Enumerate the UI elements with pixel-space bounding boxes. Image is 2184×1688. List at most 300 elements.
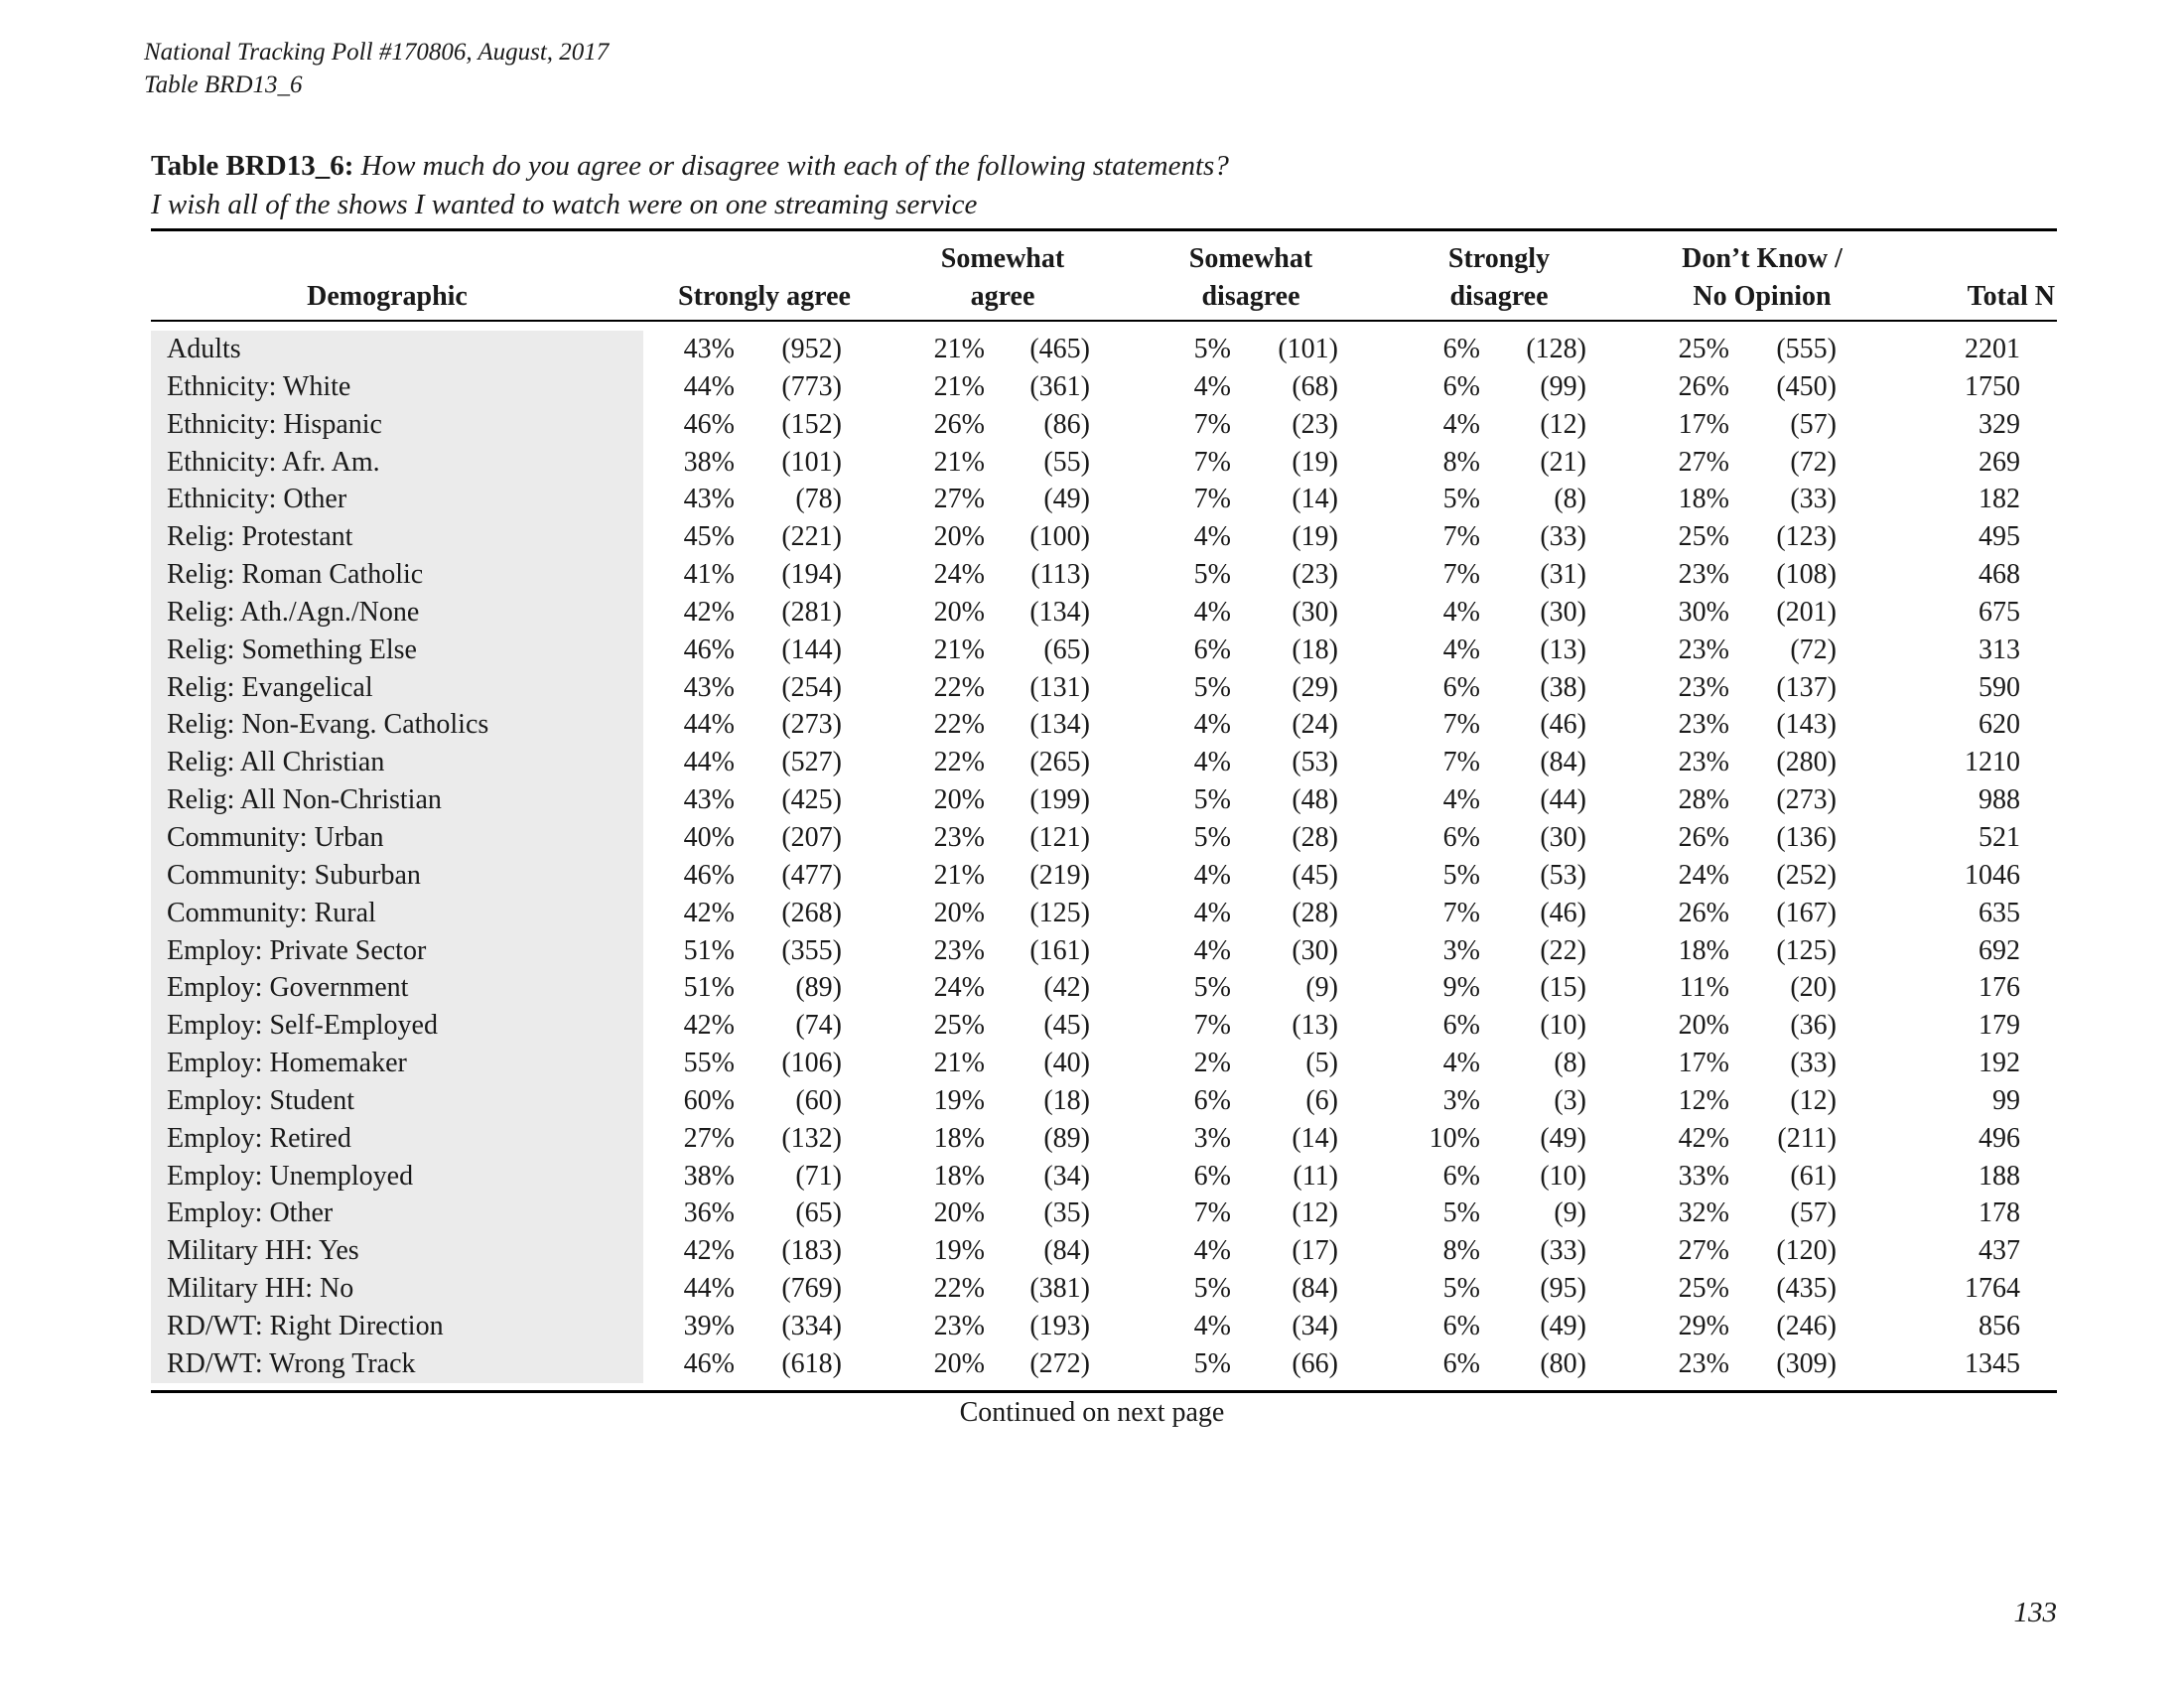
cell-somewhat-agree-pct: 20% (933, 1347, 985, 1379)
row-demographic-label: Community: Rural (167, 897, 376, 928)
cell-strongly-disagree-pct: 5% (1442, 1273, 1480, 1305)
cell-strongly-agree-n: (194) (781, 559, 842, 591)
cell-strongly-agree-n: (425) (781, 784, 842, 816)
cell-somewhat-disagree-n: (30) (1292, 596, 1338, 628)
cell-strongly-disagree-n: (128) (1526, 334, 1586, 364)
cell-somewhat-agree-pct: 21% (933, 859, 985, 891)
cell-strongly-agree-n: (132) (781, 1122, 842, 1154)
cell-strongly-agree-n: (183) (781, 1235, 842, 1267)
cell-strongly-disagree-pct: 4% (1442, 596, 1480, 628)
cell-somewhat-disagree-pct: 5% (1193, 671, 1231, 703)
row-demographic-label: Employ: Retired (167, 1122, 351, 1154)
cell-dont-know-pct: 32% (1678, 1197, 1729, 1229)
cell-strongly-agree-pct: 38% (683, 1160, 735, 1192)
cell-strongly-agree-n: (152) (781, 408, 842, 440)
row-demographic-label: RD/WT: Wrong Track (167, 1347, 416, 1379)
col-header-strongly-agree: Strongly agree (678, 281, 851, 312)
table-row (0, 669, 2184, 707)
cell-somewhat-disagree-pct: 6% (1193, 1084, 1231, 1116)
cell-somewhat-agree-pct: 21% (933, 1048, 985, 1079)
cell-dont-know-pct: 11% (1679, 972, 1729, 1004)
cell-strongly-agree-pct: 40% (683, 821, 735, 853)
cell-strongly-disagree-n: (95) (1540, 1273, 1586, 1305)
cell-somewhat-disagree-pct: 4% (1193, 709, 1231, 741)
cell-strongly-disagree-pct: 6% (1442, 1160, 1480, 1192)
table-row (0, 1270, 2184, 1308)
table-row (0, 1308, 2184, 1345)
cell-strongly-agree-n: (65) (795, 1197, 842, 1229)
table-row (0, 1232, 2184, 1270)
row-demographic-label: Employ: Government (167, 972, 409, 1004)
page-number: 133 (2013, 1597, 2057, 1628)
cell-total-n: 635 (1979, 897, 2020, 928)
row-demographic-label: Relig: Roman Catholic (167, 559, 424, 591)
cell-somewhat-agree-pct: 20% (933, 521, 985, 553)
cell-somewhat-disagree-n: (34) (1292, 1310, 1338, 1341)
cell-dont-know-pct: 33% (1678, 1160, 1729, 1192)
cell-strongly-agree-n: (89) (795, 972, 842, 1004)
cell-strongly-disagree-n: (21) (1540, 446, 1586, 478)
cell-strongly-agree-n: (221) (781, 521, 842, 553)
cell-somewhat-disagree-pct: 4% (1193, 596, 1231, 628)
cell-somewhat-agree-n: (161) (1029, 934, 1090, 966)
cell-strongly-disagree-n: (8) (1554, 484, 1586, 515)
cell-dont-know-n: (57) (1790, 1197, 1837, 1229)
cell-somewhat-agree-pct: 20% (933, 1197, 985, 1229)
cell-strongly-disagree-n: (44) (1540, 784, 1586, 816)
cell-strongly-disagree-pct: 3% (1442, 1084, 1480, 1116)
cell-somewhat-agree-pct: 21% (933, 633, 985, 665)
cell-dont-know-n: (450) (1776, 370, 1837, 402)
cell-strongly-disagree-n: (15) (1540, 972, 1586, 1004)
cell-total-n: 269 (1979, 446, 2020, 478)
cell-somewhat-agree-n: (125) (1029, 897, 1090, 928)
cell-somewhat-disagree-n: (48) (1292, 784, 1338, 816)
cell-strongly-disagree-pct: 8% (1442, 446, 1480, 478)
cell-strongly-disagree-pct: 5% (1442, 859, 1480, 891)
cell-strongly-disagree-n: (84) (1540, 747, 1586, 778)
cell-dont-know-pct: 18% (1678, 934, 1729, 966)
cell-dont-know-pct: 23% (1678, 559, 1729, 591)
cell-somewhat-agree-pct: 24% (933, 559, 985, 591)
table-body (0, 331, 2184, 1383)
cell-somewhat-disagree-pct: 7% (1193, 484, 1231, 515)
cell-strongly-agree-n: (60) (795, 1084, 842, 1116)
cell-strongly-agree-n: (78) (795, 484, 842, 515)
cell-somewhat-disagree-pct: 7% (1193, 1197, 1231, 1229)
cell-dont-know-pct: 12% (1678, 1084, 1729, 1116)
poll-title: National Tracking Poll #170806, August, 2017 (144, 39, 610, 66)
cell-total-n: 437 (1979, 1235, 2020, 1267)
cell-strongly-disagree-n: (12) (1540, 408, 1586, 440)
continued-note: Continued on next page (959, 1397, 1225, 1428)
row-demographic-label: Relig: All Christian (167, 747, 385, 778)
cell-somewhat-agree-n: (45) (1043, 1010, 1090, 1042)
cell-total-n: 468 (1979, 559, 2020, 591)
table-row (0, 857, 2184, 895)
cell-dont-know-n: (72) (1790, 446, 1837, 478)
cell-strongly-agree-pct: 43% (683, 671, 735, 703)
cell-dont-know-pct: 27% (1678, 446, 1729, 478)
cell-somewhat-agree-pct: 19% (933, 1084, 985, 1116)
col-header-somewhat-disagree: Somewhat disagree (1188, 243, 1313, 312)
cell-strongly-agree-n: (254) (781, 671, 842, 703)
cell-dont-know-pct: 25% (1678, 521, 1729, 553)
cell-strongly-disagree-pct: 7% (1442, 521, 1480, 553)
cell-strongly-disagree-pct: 6% (1442, 821, 1480, 853)
cell-somewhat-agree-n: (49) (1043, 484, 1090, 515)
cell-strongly-disagree-pct: 6% (1442, 671, 1480, 703)
cell-somewhat-disagree-n: (45) (1292, 859, 1338, 891)
cell-strongly-disagree-pct: 5% (1442, 484, 1480, 515)
cell-total-n: 2201 (1965, 334, 2020, 364)
cell-somewhat-disagree-pct: 4% (1193, 521, 1231, 553)
cell-somewhat-disagree-pct: 7% (1193, 446, 1231, 478)
cell-total-n: 856 (1979, 1310, 2020, 1341)
cell-strongly-agree-n: (207) (781, 821, 842, 853)
cell-strongly-disagree-n: (46) (1540, 897, 1586, 928)
cell-somewhat-disagree-pct: 5% (1193, 1273, 1231, 1305)
row-demographic-label: Employ: Private Sector (167, 934, 427, 966)
cell-dont-know-pct: 23% (1678, 671, 1729, 703)
cell-somewhat-agree-pct: 25% (933, 1010, 985, 1042)
cell-somewhat-disagree-n: (23) (1292, 559, 1338, 591)
cell-dont-know-pct: 27% (1678, 1235, 1729, 1267)
table-row (0, 1158, 2184, 1196)
cell-strongly-agree-n: (773) (781, 370, 842, 402)
cell-somewhat-agree-n: (131) (1029, 671, 1090, 703)
row-demographic-label: Ethnicity: White (167, 370, 351, 402)
cell-strongly-disagree-pct: 6% (1442, 1347, 1480, 1379)
cell-somewhat-disagree-n: (84) (1292, 1273, 1338, 1305)
cell-dont-know-pct: 23% (1678, 709, 1729, 741)
cell-somewhat-agree-pct: 20% (933, 897, 985, 928)
cell-total-n: 178 (1979, 1197, 2020, 1229)
cell-strongly-disagree-pct: 7% (1442, 559, 1480, 591)
cell-dont-know-pct: 26% (1678, 897, 1729, 928)
table-row (0, 706, 2184, 744)
cell-dont-know-pct: 28% (1678, 784, 1729, 816)
table-row (0, 556, 2184, 594)
row-demographic-label: Relig: Evangelical (167, 671, 373, 703)
cell-somewhat-disagree-n: (11) (1293, 1160, 1338, 1192)
cell-strongly-disagree-n: (10) (1540, 1010, 1586, 1042)
table-row (0, 481, 2184, 518)
cell-somewhat-disagree-pct: 4% (1193, 370, 1231, 402)
row-demographic-label: Community: Suburban (167, 859, 421, 891)
cell-somewhat-disagree-n: (101) (1278, 334, 1338, 364)
cell-strongly-agree-pct: 39% (683, 1310, 735, 1341)
table-top-rule (151, 228, 2057, 231)
cell-somewhat-disagree-n: (5) (1305, 1048, 1338, 1079)
col-header-somewhat-agree: Somewhat agree (940, 243, 1065, 312)
cell-total-n: 495 (1979, 521, 2020, 553)
cell-strongly-disagree-pct: 4% (1442, 408, 1480, 440)
table-row (0, 594, 2184, 632)
cell-somewhat-agree-pct: 22% (933, 1273, 985, 1305)
cell-somewhat-disagree-pct: 4% (1193, 897, 1231, 928)
cell-total-n: 590 (1979, 671, 2020, 703)
cell-strongly-disagree-pct: 6% (1442, 370, 1480, 402)
cell-strongly-disagree-n: (46) (1540, 709, 1586, 741)
cell-dont-know-n: (211) (1777, 1122, 1837, 1154)
cell-somewhat-agree-n: (121) (1029, 821, 1090, 853)
cell-strongly-disagree-pct: 4% (1442, 784, 1480, 816)
cell-dont-know-n: (36) (1790, 1010, 1837, 1042)
cell-strongly-disagree-n: (30) (1540, 596, 1586, 628)
table-row (0, 518, 2184, 556)
cell-total-n: 99 (1992, 1084, 2020, 1116)
cell-strongly-agree-pct: 60% (683, 1084, 735, 1116)
cell-total-n: 176 (1979, 972, 2020, 1004)
cell-total-n: 192 (1979, 1048, 2020, 1079)
cell-somewhat-agree-pct: 24% (933, 972, 985, 1004)
cell-somewhat-disagree-n: (14) (1292, 484, 1338, 515)
table-bottom-rule (151, 1390, 2057, 1393)
cell-somewhat-disagree-n: (13) (1292, 1010, 1338, 1042)
cell-dont-know-n: (137) (1776, 671, 1837, 703)
cell-strongly-agree-n: (144) (781, 633, 842, 665)
cell-dont-know-pct: 25% (1678, 334, 1729, 364)
cell-dont-know-pct: 20% (1678, 1010, 1729, 1042)
cell-somewhat-disagree-pct: 4% (1193, 1310, 1231, 1341)
cell-total-n: 692 (1979, 934, 2020, 966)
table-row (0, 1120, 2184, 1158)
cell-somewhat-agree-pct: 22% (933, 709, 985, 741)
cell-somewhat-disagree-pct: 6% (1193, 633, 1231, 665)
cell-somewhat-agree-n: (134) (1029, 709, 1090, 741)
cell-total-n: 1345 (1965, 1347, 2020, 1379)
cell-dont-know-n: (72) (1790, 633, 1837, 665)
cell-somewhat-agree-n: (42) (1043, 972, 1090, 1004)
cell-strongly-agree-pct: 44% (683, 1273, 735, 1305)
caption-label: Table BRD13_6: (151, 150, 354, 182)
cell-dont-know-n: (252) (1776, 859, 1837, 891)
cell-somewhat-agree-n: (86) (1043, 408, 1090, 440)
cell-somewhat-agree-pct: 18% (933, 1160, 985, 1192)
cell-somewhat-agree-pct: 23% (933, 821, 985, 853)
cell-strongly-disagree-n: (8) (1554, 1048, 1586, 1079)
cell-dont-know-n: (108) (1776, 559, 1837, 591)
cell-strongly-agree-pct: 46% (683, 859, 735, 891)
cell-somewhat-agree-n: (113) (1030, 559, 1090, 591)
cell-strongly-agree-pct: 43% (683, 784, 735, 816)
cell-strongly-agree-pct: 42% (683, 596, 735, 628)
cell-strongly-disagree-pct: 6% (1442, 1010, 1480, 1042)
cell-strongly-agree-pct: 44% (683, 747, 735, 778)
row-demographic-label: Community: Urban (167, 821, 384, 853)
cell-somewhat-agree-pct: 22% (933, 747, 985, 778)
col-header-total-n: Total N (1967, 281, 2055, 312)
cell-total-n: 988 (1979, 784, 2020, 816)
cell-somewhat-disagree-pct: 5% (1193, 784, 1231, 816)
cell-total-n: 675 (1979, 596, 2020, 628)
cell-dont-know-n: (201) (1776, 596, 1837, 628)
cell-somewhat-agree-pct: 21% (933, 370, 985, 402)
cell-somewhat-agree-n: (18) (1043, 1084, 1090, 1116)
cell-somewhat-disagree-n: (28) (1292, 897, 1338, 928)
table-row (0, 1007, 2184, 1045)
row-demographic-label: Employ: Homemaker (167, 1048, 407, 1079)
caption-statement: I wish all of the shows I wanted to watch were on one streaming service (151, 189, 978, 220)
cell-dont-know-n: (143) (1776, 709, 1837, 741)
cell-somewhat-disagree-n: (23) (1292, 408, 1338, 440)
cell-strongly-disagree-n: (3) (1554, 1084, 1586, 1116)
cell-dont-know-n: (61) (1790, 1160, 1837, 1192)
running-head (144, 36, 609, 101)
cell-strongly-agree-pct: 42% (683, 897, 735, 928)
cell-somewhat-disagree-pct: 5% (1193, 1347, 1231, 1379)
cell-total-n: 329 (1979, 408, 2020, 440)
cell-dont-know-n: (136) (1776, 821, 1837, 853)
cell-somewhat-agree-pct: 19% (933, 1235, 985, 1267)
row-demographic-label: Ethnicity: Afr. Am. (167, 446, 380, 478)
table-row (0, 444, 2184, 482)
cell-strongly-agree-n: (952) (781, 334, 842, 364)
cell-dont-know-pct: 26% (1678, 821, 1729, 853)
table-row (0, 895, 2184, 932)
table-row (0, 1195, 2184, 1232)
cell-somewhat-disagree-n: (29) (1292, 671, 1338, 703)
cell-strongly-agree-pct: 51% (683, 972, 735, 1004)
table-caption (151, 147, 2037, 224)
cell-strongly-agree-n: (618) (781, 1347, 842, 1379)
cell-somewhat-disagree-pct: 5% (1193, 559, 1231, 591)
cell-dont-know-pct: 42% (1678, 1122, 1729, 1154)
cell-strongly-agree-n: (334) (781, 1310, 842, 1341)
cell-somewhat-agree-pct: 21% (933, 446, 985, 478)
cell-strongly-agree-n: (769) (781, 1273, 842, 1305)
cell-strongly-agree-n: (101) (781, 446, 842, 478)
row-demographic-label: Relig: Protestant (167, 521, 353, 553)
cell-strongly-disagree-n: (99) (1540, 370, 1586, 402)
cell-somewhat-disagree-pct: 2% (1193, 1048, 1231, 1079)
cell-somewhat-agree-pct: 23% (933, 1310, 985, 1341)
cell-dont-know-pct: 23% (1678, 1347, 1729, 1379)
table-row (0, 1045, 2184, 1082)
cell-somewhat-agree-pct: 20% (933, 784, 985, 816)
cell-strongly-agree-n: (74) (795, 1010, 842, 1042)
cell-somewhat-agree-pct: 26% (933, 408, 985, 440)
cell-dont-know-n: (123) (1776, 521, 1837, 553)
cell-strongly-agree-pct: 38% (683, 446, 735, 478)
cell-somewhat-agree-pct: 18% (933, 1122, 985, 1154)
cell-total-n: 188 (1979, 1160, 2020, 1192)
cell-dont-know-pct: 18% (1678, 484, 1729, 515)
cell-strongly-disagree-pct: 9% (1442, 972, 1480, 1004)
row-demographic-label: Employ: Other (167, 1197, 334, 1229)
col-header-strongly-disagree: Strongly disagree (1447, 243, 1551, 312)
cell-somewhat-disagree-pct: 4% (1193, 747, 1231, 778)
cell-strongly-agree-n: (268) (781, 897, 842, 928)
cell-somewhat-disagree-pct: 3% (1193, 1122, 1231, 1154)
cell-dont-know-pct: 23% (1678, 747, 1729, 778)
cell-strongly-disagree-n: (49) (1540, 1122, 1586, 1154)
cell-somewhat-agree-n: (219) (1029, 859, 1090, 891)
cell-strongly-disagree-n: (13) (1540, 633, 1586, 665)
cell-strongly-disagree-n: (9) (1554, 1197, 1586, 1229)
cell-strongly-disagree-pct: 6% (1442, 1310, 1480, 1341)
cell-total-n: 521 (1979, 821, 2020, 853)
cell-dont-know-n: (120) (1776, 1235, 1837, 1267)
cell-dont-know-n: (309) (1776, 1347, 1837, 1379)
cell-dont-know-n: (125) (1776, 934, 1837, 966)
cell-somewhat-disagree-n: (24) (1292, 709, 1338, 741)
cell-somewhat-agree-n: (265) (1029, 747, 1090, 778)
cell-dont-know-pct: 24% (1678, 859, 1729, 891)
row-demographic-label: Ethnicity: Other (167, 484, 347, 515)
table-row (0, 744, 2184, 781)
cell-strongly-agree-pct: 45% (683, 521, 735, 553)
table-row (0, 781, 2184, 819)
cell-strongly-agree-pct: 36% (683, 1197, 735, 1229)
cell-somewhat-disagree-n: (19) (1292, 521, 1338, 553)
row-demographic-label: RD/WT: Right Direction (167, 1310, 444, 1341)
cell-strongly-agree-n: (355) (781, 934, 842, 966)
row-demographic-label: Military HH: No (167, 1273, 354, 1305)
cell-strongly-agree-pct: 46% (683, 633, 735, 665)
cell-somewhat-disagree-pct: 4% (1193, 1235, 1231, 1267)
cell-dont-know-n: (435) (1776, 1273, 1837, 1305)
col-header-demographic: Demographic (307, 281, 468, 312)
cell-dont-know-pct: 23% (1678, 633, 1729, 665)
cell-strongly-agree-pct: 41% (683, 559, 735, 591)
cell-somewhat-disagree-pct: 5% (1193, 972, 1231, 1004)
cell-somewhat-disagree-pct: 7% (1193, 408, 1231, 440)
cell-dont-know-pct: 29% (1678, 1310, 1729, 1341)
cell-somewhat-agree-n: (361) (1029, 370, 1090, 402)
table-row (0, 406, 2184, 444)
cell-strongly-agree-n: (527) (781, 747, 842, 778)
cell-total-n: 313 (1979, 633, 2020, 665)
row-demographic-label: Relig: Ath./Agn./None (167, 596, 420, 628)
cell-total-n: 1750 (1965, 370, 2020, 402)
cell-strongly-agree-pct: 43% (683, 484, 735, 515)
row-demographic-label: Relig: Something Else (167, 633, 417, 665)
row-demographic-label: Relig: All Non-Christian (167, 784, 442, 816)
cell-somewhat-agree-pct: 23% (933, 934, 985, 966)
cell-somewhat-disagree-n: (30) (1292, 934, 1338, 966)
cell-dont-know-pct: 25% (1678, 1273, 1729, 1305)
cell-dont-know-pct: 30% (1678, 596, 1729, 628)
cell-strongly-disagree-pct: 5% (1442, 1197, 1480, 1229)
cell-strongly-disagree-n: (38) (1540, 671, 1586, 703)
cell-strongly-agree-pct: 55% (683, 1048, 735, 1079)
cell-dont-know-n: (555) (1776, 334, 1837, 364)
table-row (0, 368, 2184, 406)
cell-somewhat-disagree-pct: 4% (1193, 934, 1231, 966)
cell-somewhat-agree-n: (193) (1029, 1310, 1090, 1341)
cell-somewhat-agree-pct: 27% (933, 484, 985, 515)
cell-somewhat-disagree-n: (53) (1292, 747, 1338, 778)
table-row (0, 1345, 2184, 1383)
cell-somewhat-agree-n: (89) (1043, 1122, 1090, 1154)
cell-strongly-agree-n: (273) (781, 709, 842, 741)
cell-somewhat-disagree-pct: 6% (1193, 1160, 1231, 1192)
cell-strongly-agree-pct: 42% (683, 1010, 735, 1042)
cell-strongly-agree-pct: 46% (683, 408, 735, 440)
cell-dont-know-n: (12) (1790, 1084, 1837, 1116)
cell-dont-know-n: (246) (1776, 1310, 1837, 1341)
cell-total-n: 620 (1979, 709, 2020, 741)
cell-somewhat-disagree-n: (68) (1292, 370, 1338, 402)
row-demographic-label: Employ: Student (167, 1084, 354, 1116)
cell-somewhat-disagree-pct: 5% (1193, 821, 1231, 853)
cell-strongly-disagree-pct: 6% (1442, 334, 1480, 364)
cell-somewhat-agree-n: (84) (1043, 1235, 1090, 1267)
cell-strongly-agree-n: (71) (795, 1160, 842, 1192)
cell-somewhat-disagree-n: (12) (1292, 1197, 1338, 1229)
